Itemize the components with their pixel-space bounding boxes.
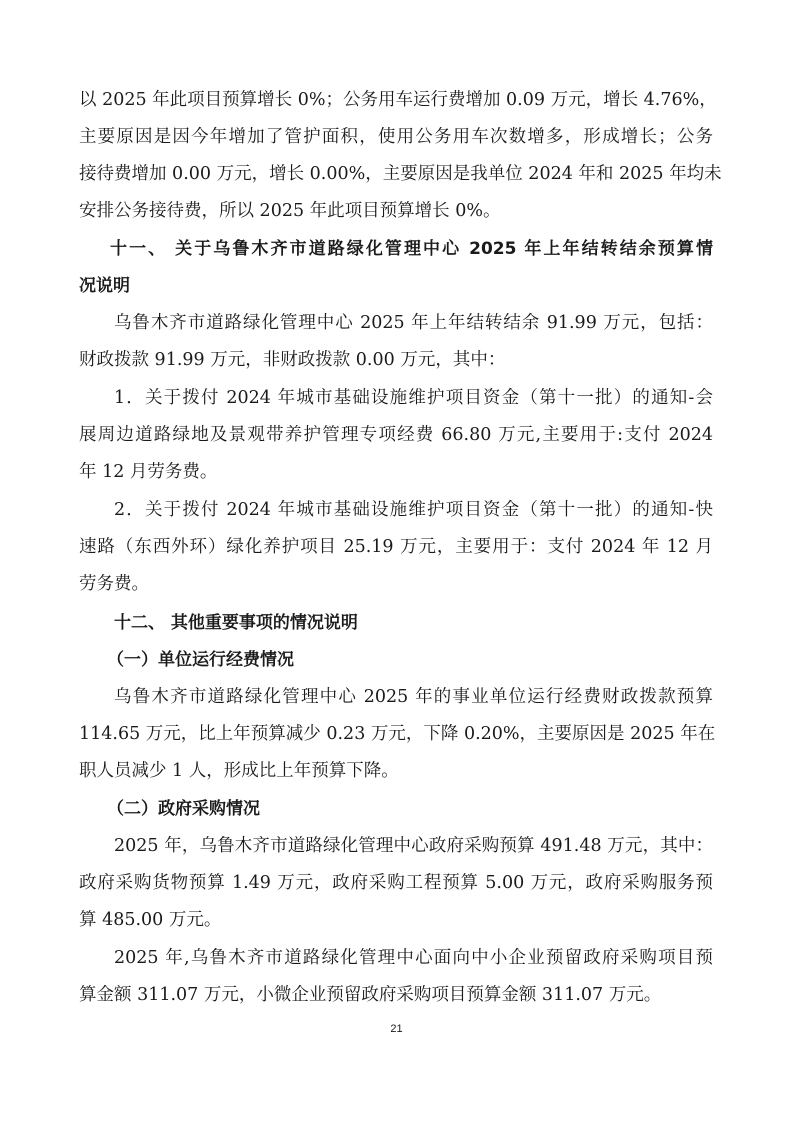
list-item-1-cont: 年 12 月劳务费。 (79, 462, 218, 482)
subsection-2-text: 2025 年,乌鲁木齐市道路绿化管理中心面向中小企业预留政府采购项目预 (114, 948, 713, 968)
section-heading-11: 十一、 关于乌鲁木齐市道路绿化管理中心 2025 年上年结转结余预算情 (110, 239, 713, 259)
list-item-2-cont: 劳务费。 (79, 574, 149, 594)
subsection-2-text: 算 485.00 万元。 (79, 910, 222, 930)
list-item-1-cont: 展周边道路绿地及景观带养护管理专项经费 66.80 万元,主要用于:支付 2024 (79, 425, 713, 445)
paragraph-line: 以 2025 年此项目预算增长 0%；公务用车运行费增加 0.09 万元，增长 4.76%， (79, 90, 717, 110)
subsection-1-text: 职人员减少 1 人，形成比上年预算下降。 (79, 761, 399, 781)
list-item-1: 1．关于拨付 2024 年城市基础设施维护项目资金（第十一批）的通知-会 (114, 388, 713, 408)
section-11-intro: 乌鲁木齐市道路绿化管理中心 2025 年上年结转结余 91.99 万元，包括： (114, 313, 713, 333)
subsection-1-text: 乌鲁木齐市道路绿化管理中心 2025 年的事业单位运行经费财政拨款预算 (114, 687, 713, 707)
page-number: 21 (390, 1023, 403, 1035)
subsection-heading-2: （二）政府采购情况 (107, 799, 260, 819)
paragraph-line: 安排公务接待费，所以 2025 年此项目预算增长 0%。 (79, 201, 501, 221)
subsection-2-text: 算金额 311.07 万元，小微企业预留政府采购项目预算金额 311.07 万元。 (79, 985, 662, 1005)
list-item-2-cont: 速路（东西外环）绿化养护项目 25.19 万元，主要用于：支付 2024 年 12 月 (79, 537, 713, 557)
paragraph-line: 主要原因是因今年增加了管护面积，使用公务用车次数增多，形成增长；公务 (79, 127, 713, 147)
list-item-2: 2．关于拨付 2024 年城市基础设施维护项目资金（第十一批）的通知-快 (114, 500, 713, 520)
paragraph-line: 接待费增加 0.00 万元，增长 0.00%，主要原因是我单位 2024 年和 2025 年均未 (79, 164, 722, 184)
section-heading-12: 十二、 其他重要事项的情况说明 (114, 613, 358, 633)
subsection-1-text: 114.65 万元，比上年预算减少 0.23 万元，下降 0.20%，主要原因是 2025 年在 (79, 724, 716, 744)
section-heading-11-cont: 况说明 (79, 276, 130, 296)
subsection-2-text: 政府采购货物预算 1.49 万元，政府采购工程预算 5.00 万元，政府采购服务预 (79, 873, 713, 893)
subsection-heading-1: （一）单位运行经费情况 (107, 650, 294, 670)
section-11-intro-cont: 财政拨款 91.99 万元，非财政拨款 0.00 万元，其中： (79, 350, 506, 370)
subsection-2-text: 2025 年，乌鲁木齐市道路绿化管理中心政府采购预算 491.48 万元，其中： (114, 836, 713, 856)
